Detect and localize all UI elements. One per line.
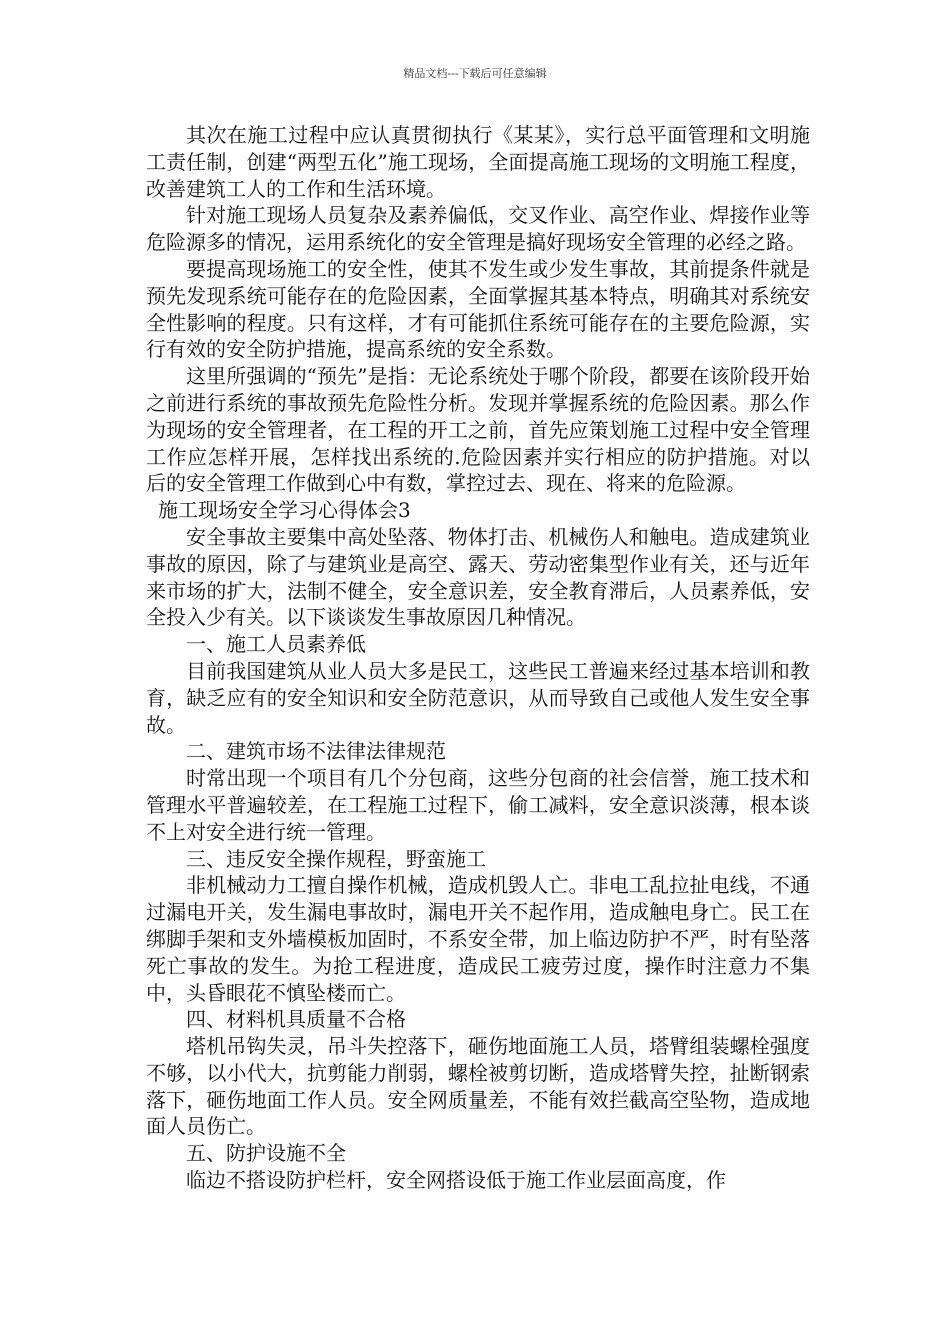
section-title: 施工现场安全学习心得体会3: [158, 498, 411, 523]
subheading: 五、防护设施不全: [186, 1141, 346, 1166]
document-body: [146, 122, 810, 1194]
paragraph: 要提高现场施工的安全性，使其不发生或少发生事故，其前提条件就是预先发现系统可能存在的危险因素，全面掌握其基本特点，明确其对系统安全性影响的程度。只有这样，才有可能抓住系统可能存在的主要危险源，实行有效的安全防护措施，提高系统的安全系数。: [146, 256, 810, 362]
subheading: 四、材料机具质量不合格: [186, 1007, 406, 1032]
paragraph: 目前我国建筑从业人员大多是民工，这些民工普遍来经过基本培训和教育，缺乏应有的安全知识和安全防范意识，从而导致自己或他人发生安全事故。: [146, 658, 810, 737]
paragraph: 时常出现一个项目有几个分包商，这些分包商的社会信誉，施工技术和管理水平普遍较差，在工程施工过程下，偷工减料，安全意识淡薄，根本谈不上对安全进行统一管理。: [146, 766, 810, 844]
paragraph: 非机械动力工擅自操作机械，造成机毁人亡。非电工乱拉扯电线，不通过漏电开关，发生漏电事故时，漏电开关不起作用，造成触电身亡。民工在绑脚手架和支外墙模板加固时，不系安全带，加上临边防护不严，时有坠落死亡事故的发生。为抢工程进度，造成民工疲劳过度，操作时注意力不集中，头昏眼花不慎坠楼而亡。: [146, 873, 810, 1005]
paragraph: 针对施工现场人员复杂及素养偏低，交叉作业、高空作业、焊接作业等危险源多的情况，运用系统化的安全管理是搞好现场安全管理的必经之路。: [146, 203, 810, 255]
paragraph: 临边不搭设防护栏杆，安全网搭设低于施工作业层面高度，作: [186, 1168, 726, 1193]
paragraph: 这里所强调的“预先”是指：无论系统处于哪个阶段，都要在该阶段开始之前进行系统的事故预先危险性分析。发现并掌握系统的危险因素。那么作为现场的安全管理者，在工程的开工之前，首先应策划施工过程中安全管理工作应怎样开展，怎样找出系统的.危险因素并实行相应的防护措施。对以后的安全管理工作做到心中有数，掌控过去、现在、将来的危险源。: [146, 364, 810, 496]
paragraph: 安全事故主要集中高处坠落、物体打击、机械伤人和触电。造成建筑业事故的原因，除了与建筑业是高空、露天、劳动密集型作业有关，还与近年来市场的扩大，法制不健全，安全意识差，安全教育滞后，人员素养低，安全投入少有关。以下谈谈发生事故原因几种情况。: [146, 524, 810, 630]
subheading: 一、施工人员素养低: [186, 632, 366, 657]
subheading: 三、违反安全操作规程，野蛮施工: [186, 846, 486, 871]
paragraph: 其次在施工过程中应认真贯彻执行《某某》，实行总平面管理和文明施工责任制，创建“两型五化”施工现场，全面提高施工现场的文明施工程度，改善建筑工人的工作和生活环境。: [146, 123, 810, 201]
page-header: 精品文档---下载后可任意编辑: [403, 67, 547, 80]
paragraph: 塔机吊钩失灵，吊斗失控落下，砸伤地面施工人员，塔臂组装螺栓强度不够，以小代大，抗剪能力削弱，螺栓被剪切断，造成塔臂失控，扯断钢索落下，砸伤地面工作人员。安全网质量差，不能有效拦截高空坠物，造成地面人员伤亡。: [146, 1034, 810, 1139]
subheading: 二、建筑市场不法律法律规范: [186, 739, 446, 764]
